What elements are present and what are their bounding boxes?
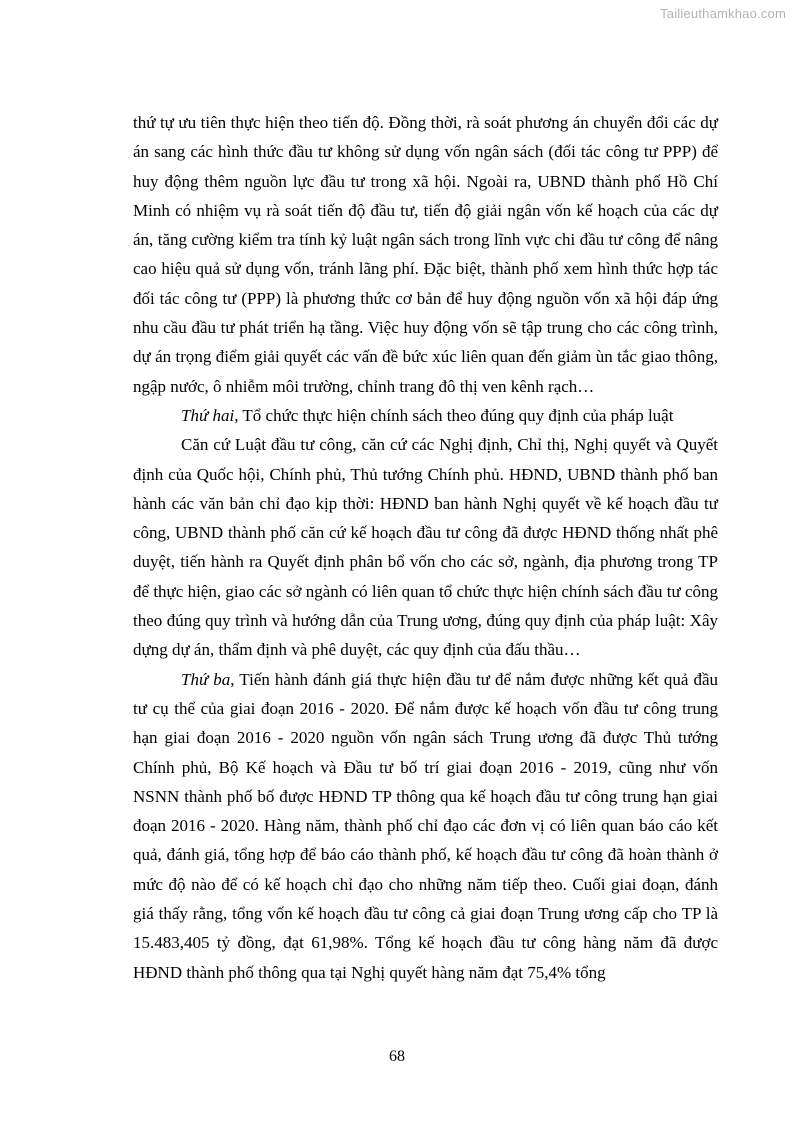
paragraph-text: Tiến hành đánh giá thực hiện đầu tư để nắm được những kết quả đầu tư cụ thể của giai đoạn 2016 - 2020. Để nắm được kế hoạch vốn đầu tư công trung hạn giai đoạn 2016 - 2020 nguồn vốn ngân sách Trung ương đã được Thủ tướng Chính phủ, Bộ Kế hoạch và Đầu tư bố trí giai đoạn 2016 - 2019, cũng như vốn NSNN thành phố bố được HĐND TP thông qua kế hoạch đầu tư công trung hạn giai đoạn 2016 - 2020. Hàng năm, thành phố chỉ đạo các đơn vị có liên quan báo cáo kết quả, đánh giá, tổng hợp để báo cáo thành phố, kế hoạch đầu tư công đã hoàn thành ở mức độ nào để có kế hoạch chỉ đạo cho những năm tiếp theo. Cuối giai đoạn, đánh giá thấy rằng, tổng vốn kế hoạch đầu tư công cả giai đoạn Trung ương cấp cho TP là 15.483,405 tỷ đồng, đạt 61,98%. Tổng kế hoạch đầu tư công hàng năm đã được HĐND thành phố thông qua tại Nghị quyết hàng năm đạt 75,4% tổng xyxy=(133,669,718,982)
italic-lead: Thứ hai, xyxy=(181,405,239,425)
italic-lead: Thứ ba, xyxy=(181,669,235,689)
paragraph-thu-hai xyxy=(133,401,718,430)
document-body xyxy=(133,108,718,987)
paragraph-thu-ba xyxy=(133,665,718,987)
paragraph-continuation: thứ tự ưu tiên thực hiện theo tiến độ. Đồng thời, rà soát phương án chuyển đổi các dự án sang các hình thức đầu tư không sử dụng vốn ngân sách (đối tác công tư PPP) để huy động thêm nguồn lực đầu tư trong xã hội. Ngoài ra, UBND thành phố Hồ Chí Minh có nhiệm vụ rà soát tiến độ đầu tư, tiến độ giải ngân vốn kế hoạch của các dự án, tăng cường kiểm tra tính kỷ luật ngân sách trong lĩnh vực chi đầu tư công để nâng cao hiệu quả sử dụng vốn, tránh lãng phí. Đặc biệt, thành phố xem hình thức hợp tác đối tác công tư (PPP) là phương thức cơ bản để huy động nguồn vốn xã hội đáp ứng nhu cầu đầu tư phát triển hạ tầng. Việc huy động vốn sẽ tập trung cho các công trình, dự án trọng điểm giải quyết các vấn đề bức xúc liên quan đến giảm ùn tắc giao thông, ngập nước, ô nhiễm môi trường, chỉnh trang đô thị ven kênh rạch… xyxy=(133,113,718,396)
paragraph-text: Tổ chức thực hiện chính sách theo đúng quy định của pháp luật xyxy=(238,405,674,425)
page-number: 68 xyxy=(389,1048,405,1065)
paragraph-can-cu: Căn cứ Luật đầu tư công, căn cứ các Nghị định, Chỉ thị, Nghị quyết và Quyết định của Quốc hội, Chính phủ, Thủ tướng Chính phủ. HĐND, UBND thành phố ban hành các văn bản chỉ đạo kịp thời: HĐND ban hành Nghị quyết về kế hoạch đầu tư công, UBND thành phố căn cứ kế hoạch đầu tư công đã được HĐND thống nhất phê duyệt, tiến hành ra Quyết định phân bổ vốn cho các sở, ngành, địa phương trong TP để thực hiện, giao các sở ngành có liên quan tổ chức thực hiện chính sách đầu tư công theo đúng quy trình và hướng dẫn của Trung ương, đúng quy định của pháp luật: Xây dựng dự án, thẩm định và phê duyệt, các quy định của đấu thầu… xyxy=(133,435,718,660)
watermark: Tailieuthamkhao.com xyxy=(660,6,786,21)
